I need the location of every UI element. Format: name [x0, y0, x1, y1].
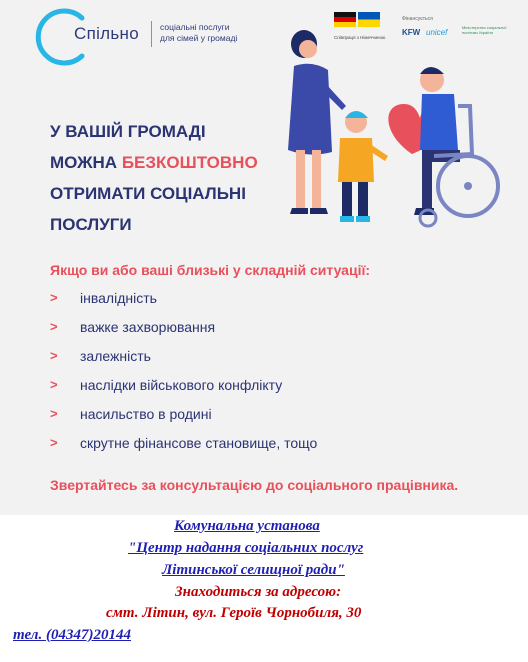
address-label: Знаходиться за адресою: [175, 584, 342, 600]
bullet-chevron-icon: > [50, 406, 58, 421]
headline-line-3: ОТРИМАТИ СОЦІАЛЬНІ [50, 184, 246, 203]
bullet-chevron-icon: > [50, 290, 58, 305]
brand-tagline [160, 22, 237, 44]
headline-line-2 [50, 147, 290, 178]
tagline-line-1: соціальні послуги [160, 22, 230, 32]
situation-text: залежність [80, 348, 151, 364]
headline-accent: БЕЗКОШТОВНО [121, 153, 258, 172]
headline [50, 116, 290, 240]
institution-type: Комунальна установа [174, 518, 320, 534]
headline-line-4: ПОСЛУГИ [50, 215, 132, 234]
situation-text: насильство в родині [80, 406, 212, 422]
bullet-chevron-icon: > [50, 348, 58, 363]
bullet-chevron-icon: > [50, 435, 58, 450]
kfw-logo: KFW [402, 28, 421, 37]
family-illustration-icon [282, 22, 512, 232]
situation-text: наслідки військового конфлікту [80, 377, 283, 393]
bullet-chevron-icon: > [50, 319, 58, 334]
unicef-logo: unicef [426, 28, 448, 37]
phone-number[interactable]: тел. (04347)20144 [13, 627, 131, 643]
bullet-chevron-icon: > [50, 377, 58, 392]
support-label: Фінансується [402, 16, 433, 22]
situation-text: важке захворювання [80, 319, 216, 335]
situation-text: інвалідність [80, 290, 157, 306]
tagline-line-2: для сімей у громаді [160, 33, 238, 43]
headline-line-1: У ВАШІЙ ГРОМАДІ [50, 122, 206, 141]
call-to-action: Звертайтесь за консультацією до соціального працівника. [50, 477, 459, 493]
brand-name: Спільно [74, 24, 139, 43]
situation-text: скрутне фінансове становище, тощо [80, 435, 318, 451]
institution-name-line-1: "Центр надання соціальних послуг [128, 540, 364, 556]
logo-divider [151, 21, 152, 47]
partner-caption: Співпраця з Німеччиною [334, 35, 386, 40]
institution-name-line-2: Літинської селищної ради" [162, 562, 345, 578]
ministry-logo: Міністерство соціальної політики України [462, 25, 507, 35]
headline-line-2-prefix: МОЖНА [50, 153, 122, 172]
address: смт. Літин, вул. Героїв Чорнобиля, 30 [106, 605, 362, 621]
situations-title: Якщо ви або ваші близькі у складній ситуації: [50, 262, 371, 278]
